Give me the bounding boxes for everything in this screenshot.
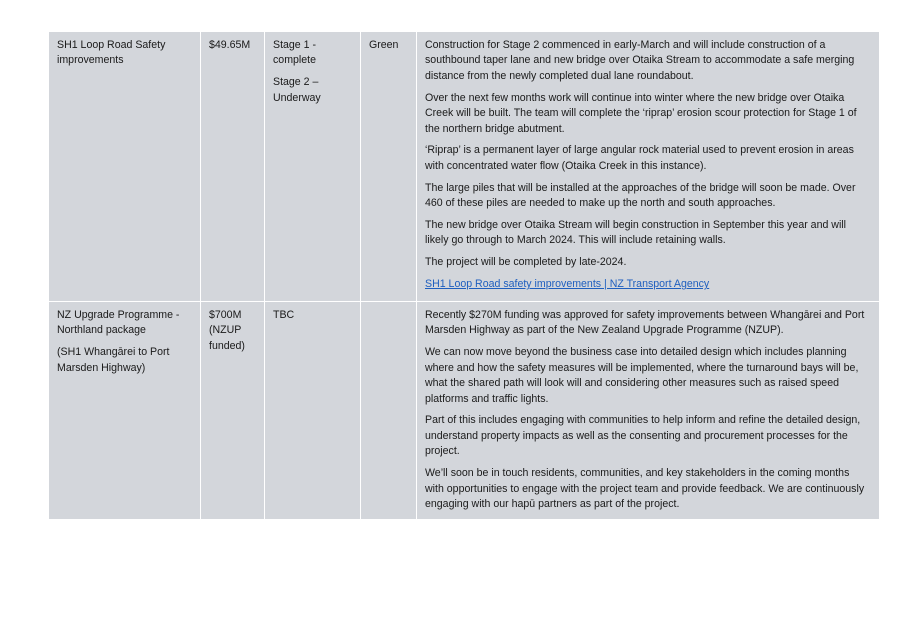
project-cost-cell	[201, 32, 265, 302]
project-stage: Stage 1 - complete	[273, 39, 316, 67]
project-stage-cell	[265, 302, 361, 520]
project-cost: $49.65M	[209, 39, 251, 51]
update-paragraph: The project will be completed by late-2024.	[425, 256, 627, 269]
project-cost: $700M (NZUP funded)	[209, 309, 245, 352]
project-stage-cell	[265, 32, 361, 302]
project-name-subtitle: (SH1 Whangārei to Port Marsden Highway)	[57, 346, 170, 374]
update-paragraph: We’ll soon be in touch residents, communities, and key stakeholders in the coming months with opportunities to engage with the project team and provide feedback. We are continuously engaging with our hapū partners as part of the project.	[425, 467, 865, 510]
update-paragraph: Recently $270M funding was approved for safety improvements between Whangārei and Port Marsden Highway as part of the New Zealand Upgrade Programme (NZUP).	[425, 309, 865, 337]
update-paragraph: ‘Riprap’ is a permanent layer of large angular rock material used to prevent erosion in areas with concentrated water flow (Otaika Creek in this instance).	[425, 144, 854, 172]
project-link[interactable]: SH1 Loop Road safety improvements | NZ Transport Agency	[425, 278, 710, 291]
update-paragraph: Part of this includes engaging with communities to help inform and refine the detailed design, understand property impacts as well as the consenting and procurement processes for the project.	[425, 414, 861, 458]
update-paragraph: The new bridge over Otaika Stream will begin construction in September this year and will likely go through to March 2024. This will include retaining walls.	[425, 219, 847, 247]
project-rag-cell	[361, 302, 417, 520]
project-name-cell	[49, 302, 201, 520]
project-stage: Stage 2 – Underway	[273, 76, 321, 104]
project-cost-cell	[201, 302, 265, 520]
update-paragraph: We can now move beyond the business case into detailed design which includes planning where and how the safety measures will be implemented, where the turnaround bays will be, what the shared path will look will and considering other measures such as raised speed platforms and traffic lights.	[425, 346, 859, 405]
project-stage: TBC	[273, 309, 295, 321]
project-update-cell	[417, 32, 880, 302]
project-name-cell	[49, 32, 201, 302]
table-row	[49, 32, 880, 302]
update-paragraph: Construction for Stage 2 commenced in early-March and will include construction of a southbound taper lane and new bridge over Otaika Stream to accommodate a safe merging distance from the newly completed dual lane roundabout.	[425, 39, 855, 82]
update-paragraph: Over the next few months work will continue into winter where the new bridge over Otaika Creek will be built. The team will complete the ‘riprap’ erosion scour protection for Stage 1 of the northern bridge abutment.	[425, 91, 857, 135]
project-name: SH1 Loop Road Safety improvements	[57, 39, 166, 67]
project-rag-status: Green	[369, 39, 399, 51]
project-rag-cell	[361, 32, 417, 302]
project-name: NZ Upgrade Programme - Northland package	[57, 309, 180, 337]
project-status-table	[48, 31, 880, 520]
update-paragraph: The large piles that will be installed at the approaches of the bridge will soon be made. Over 460 of these piles are needed to make up the north and south approaches.	[425, 181, 856, 210]
project-update-cell	[417, 302, 880, 520]
table-row	[49, 302, 880, 520]
